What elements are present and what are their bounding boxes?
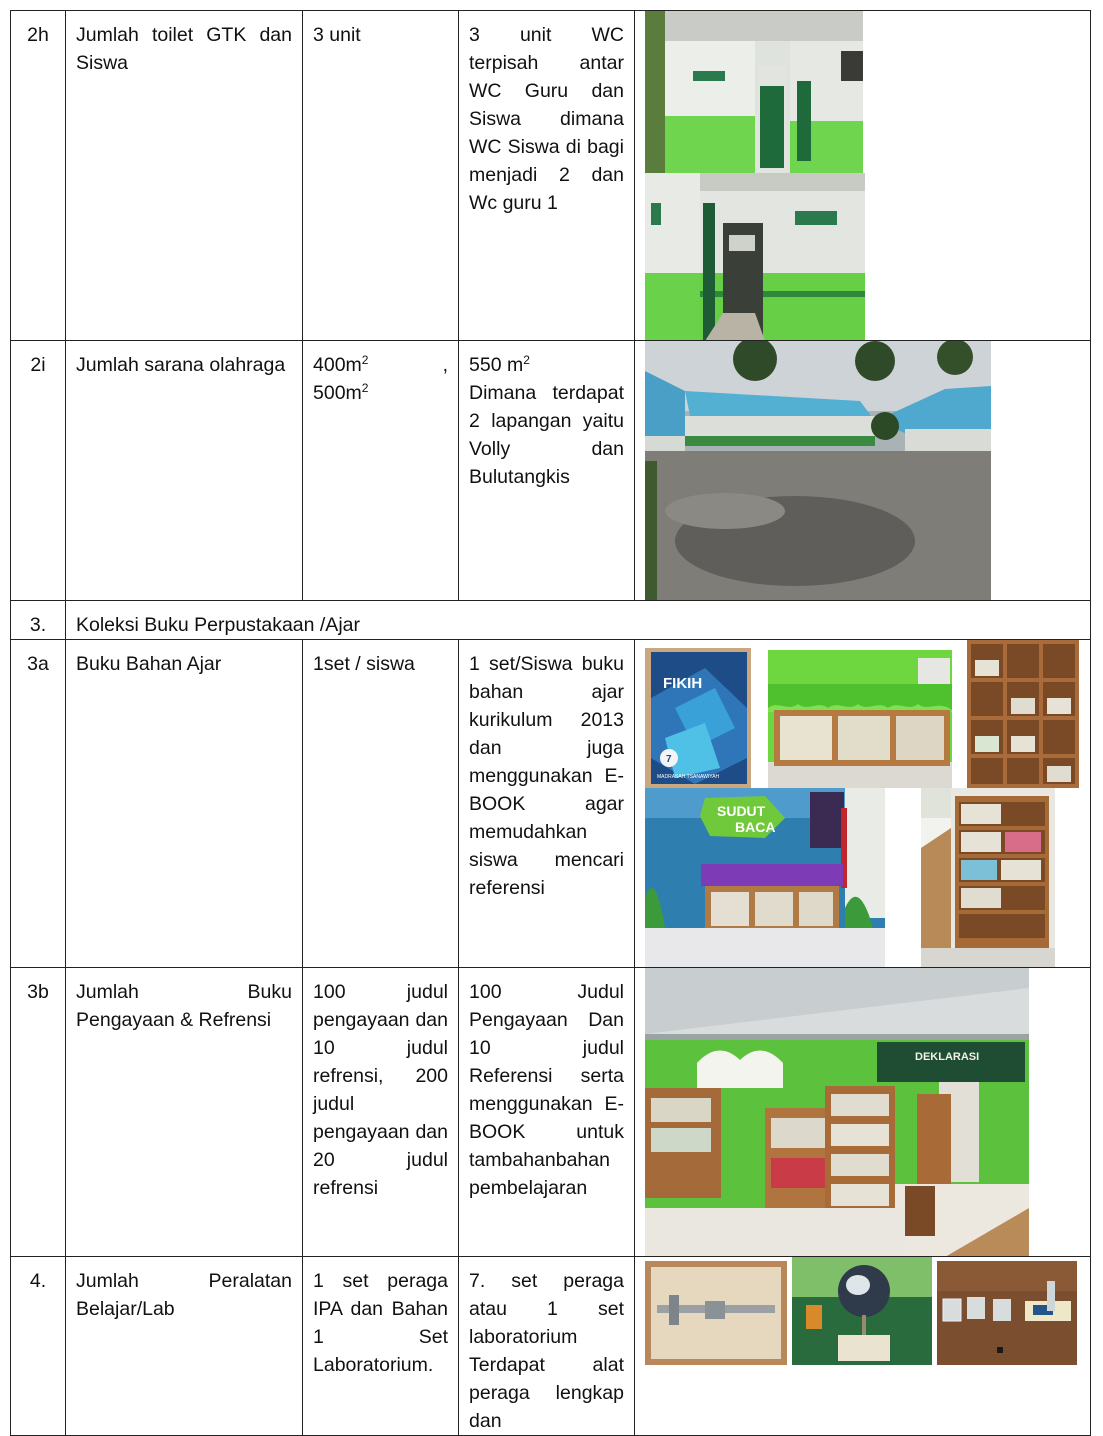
library-photo — [645, 968, 1029, 1257]
separator: , — [442, 354, 448, 376]
declaration-banner: DEKLARASI — [915, 1051, 980, 1063]
lab-glassware-photo — [937, 1261, 1077, 1365]
toilet-photo-1 — [645, 11, 863, 173]
caliper-photo — [645, 1261, 787, 1365]
photo-cell — [635, 640, 1091, 968]
condition-text: Dimana terdapat 2 lapangan yaitu Volly dan Bulutangkis — [469, 382, 624, 488]
condition-cell — [459, 341, 635, 601]
aspect-cell: Buku Bahan Ajar — [66, 640, 303, 968]
photo-cell — [635, 968, 1091, 1257]
condition-value: 550 m — [469, 354, 524, 376]
superscript: 2 — [361, 381, 369, 395]
aspect-cell: Jumlah Buku Pengayaan & Refrensi — [66, 968, 303, 1257]
table-row — [11, 11, 1091, 341]
condition-cell: 7. set peraga atau 1 set laboratorium Terdapat alat peraga lengkap dan — [459, 1257, 635, 1436]
section-row — [11, 601, 1091, 640]
photo-cell — [635, 1257, 1091, 1436]
bookshelf-photo-1 — [768, 650, 952, 788]
cover-title: FIKIH — [663, 675, 703, 692]
standard-cell — [303, 341, 459, 601]
bookshelf-photo-2 — [967, 640, 1079, 788]
aspect-cell: Jumlah sarana olahraga — [66, 341, 303, 601]
condition-cell: 3 unit WC terpisah antar WC Guru dan Siswa dimana WC Siswa di bagi menjadi 2 dan Wc guru 1 — [459, 11, 635, 341]
table-row — [11, 1257, 1091, 1436]
bookshelf-photo-3 — [921, 788, 1055, 968]
row-number: 4. — [11, 1257, 66, 1436]
standard-value-a: 400m — [313, 354, 362, 376]
row-number: 2i — [11, 341, 66, 601]
cover-publisher: MADRASAH TSANAWIYAH — [657, 774, 720, 780]
superscript: 2 — [361, 353, 369, 367]
textbook-cover-photo — [645, 648, 751, 788]
row-number: 3a — [11, 640, 66, 968]
standard-value-b: 500m — [313, 382, 362, 404]
cover-grade: 7 — [666, 754, 672, 765]
reading-corner-photo — [645, 788, 885, 968]
facility-table — [10, 10, 1091, 1436]
photo-cell — [635, 11, 1091, 341]
standard-cell: 3 unit — [303, 11, 459, 341]
corner-sign-line1: SUDUT — [717, 803, 766, 819]
corner-sign-line2: BACA — [735, 819, 776, 835]
standard-cell: 100 judul pengayaan dan 10 judul refrensi, 200 judul pengayaan dan 20 judul refrensi — [303, 968, 459, 1257]
standard-cell: 1 set peraga IPA dan Bahan 1 Set Laboratorium. — [303, 1257, 459, 1436]
aspect-cell: Jumlah Peralatan Belajar/Lab — [66, 1257, 303, 1436]
table-row — [11, 968, 1091, 1257]
table-row — [11, 341, 1091, 601]
condition-cell: 1 set/Siswa buku bahan ajar kurikulum 2013 dan juga menggunakan E-BOOK agar memudahkan siswa mencari referensi — [459, 640, 635, 968]
row-number: 3b — [11, 968, 66, 1257]
section-title: Koleksi Buku Perpustakaan /Ajar — [66, 601, 1091, 640]
standard-cell: 1set / siswa — [303, 640, 459, 968]
globe-photo — [792, 1257, 932, 1365]
aspect-cell: Jumlah toilet GTK dan Siswa — [66, 11, 303, 341]
table-row — [11, 640, 1091, 968]
photo-cell — [635, 341, 1091, 601]
condition-cell: 100 Judul Pengayaan Dan 10 judul Referensi serta menggunakan E-BOOK untuk tambahanbahan pembelajaran — [459, 968, 635, 1257]
sports-field-photo — [645, 341, 991, 601]
row-number: 3. — [11, 601, 66, 640]
row-number: 2h — [11, 11, 66, 341]
toilet-photo-2 — [645, 173, 865, 341]
superscript: 2 — [523, 353, 530, 367]
